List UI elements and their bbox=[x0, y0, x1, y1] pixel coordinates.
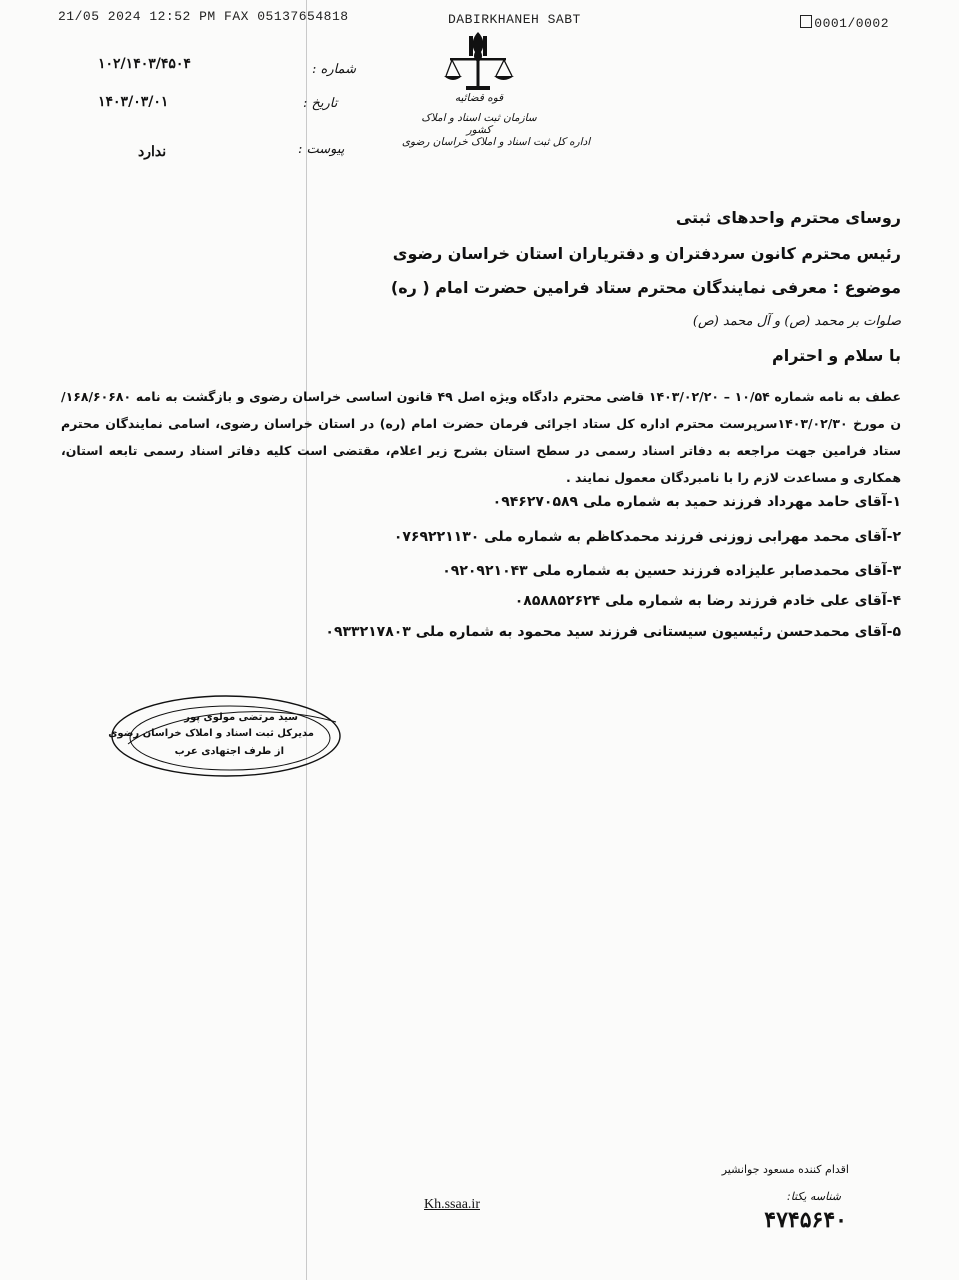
greeting-line: با سلام و احترام bbox=[772, 346, 901, 365]
fax-timestamp: 21/05 2024 12:52 PM FAX 05137654818 bbox=[58, 9, 349, 24]
letter-body: عطف به نامه شماره ۱۰/۵۴ – ۱۴۰۳/۰۲/۲۰ قاضی محترم دادگاه ویژه اصل ۴۹ قانون اساسی خراسان رضوی و بازگشت به نامه ۱۶۸/۶۰۶۸۰/ن مورخ ۱۴۰۳/۰۲/۳۰سرپرست محترم اداره کل ستاد اجرائی فرمان حضرت امام (ره) در استان خراسان رضوی، اسامی نمایندگان محترم ستاد فرامین جهت مراجعه به دفاتر اسناد رسمی در سطح استان بشرح زیر اعلام، مقتضی است کلیه دفاتر اسناد رسمی تابعه استان، همکاری و مساعدت لازم را با نامبردگان معمول نمایند . bbox=[61, 389, 901, 485]
stamp-delegate: از طرف اجتهادی عرب bbox=[174, 746, 284, 757]
fax-page-counter: 0001/0002 bbox=[800, 15, 889, 31]
action-by: اقدام کننده مسعود جوانشیر bbox=[721, 1163, 849, 1176]
fax-page-icon bbox=[800, 15, 812, 28]
subject-line: موضوع : معرفی نمایندگان محترم ستاد فرامین حضرت امام ( ره) bbox=[390, 278, 901, 297]
signature-stamp bbox=[108, 692, 344, 780]
blessing-line: صلوات بر محمد (ص) و آل محمد (ص) bbox=[692, 314, 901, 329]
website-link[interactable]: Kh.ssaa.ir bbox=[424, 1197, 480, 1212]
list-item: ۴-آقای علی خادم فرزند رضا به شماره ملی ۰۸۵۸۸۵۲۶۲۴ bbox=[514, 593, 901, 609]
letter-date: ۱۴۰۳/۰۳/۰۱ bbox=[98, 94, 169, 110]
iran-emblem-scales-icon bbox=[440, 28, 516, 98]
letter-number-label: شماره : bbox=[312, 62, 356, 77]
list-item: ۵-آقای محمدحسن رئیسیون سیستانی فرزند سید محمود به شماره ملی ۰۹۳۳۲۱۷۸۰۳ bbox=[325, 624, 901, 640]
office-name: اداره کل ثبت اسناد و املاک خراسان رضوی bbox=[401, 136, 591, 148]
judiciary-branch: قوه قضائیه bbox=[454, 92, 504, 104]
tracking-number: ۴۷۴۵۶۴۰ bbox=[764, 1207, 847, 1233]
letter-number: ۱۰۲/۱۴۰۳/۴۵۰۴ bbox=[98, 56, 191, 72]
stamp-title: مدیرکل ثبت اسناد و املاک خراسان رضوی bbox=[108, 728, 314, 739]
letter-date-label: تاریخ : bbox=[303, 96, 338, 111]
letter-attachment-label: پیوست : bbox=[298, 142, 345, 157]
list-item: ۱-آقای حامد مهرداد فرزند حمید به شماره ملی ۰۹۴۶۲۷۰۵۸۹ bbox=[492, 494, 901, 510]
fax-fold-line bbox=[306, 0, 307, 1280]
recipient-line-2: رئیس محترم کانون سردفتران و دفتریاران استان خراسان رضوی bbox=[392, 244, 901, 263]
list-item: ۳-آقای محمدصابر علیزاده فرزند حسین به شماره ملی ۰۹۲۰۹۲۱۰۴۳ bbox=[442, 563, 901, 579]
fax-sender-id: DABIRKHANEH SABT bbox=[448, 12, 581, 27]
list-item: ۲-آقای محمد مهرابی زوزنی فرزند محمدکاظم به شماره ملی ۰۷۶۹۲۲۱۱۳۰ bbox=[393, 529, 901, 545]
letter-attachment: ندارد bbox=[138, 144, 167, 160]
tracking-label: شناسه یکتا: bbox=[786, 1190, 841, 1203]
stamp-name: سید مرتضی مولوی پور bbox=[184, 712, 298, 723]
recipient-line-1: روسای محترم واحدهای ثبتی bbox=[675, 208, 901, 227]
organization-name: سازمان ثبت اسناد و املاک کشور bbox=[421, 112, 537, 136]
